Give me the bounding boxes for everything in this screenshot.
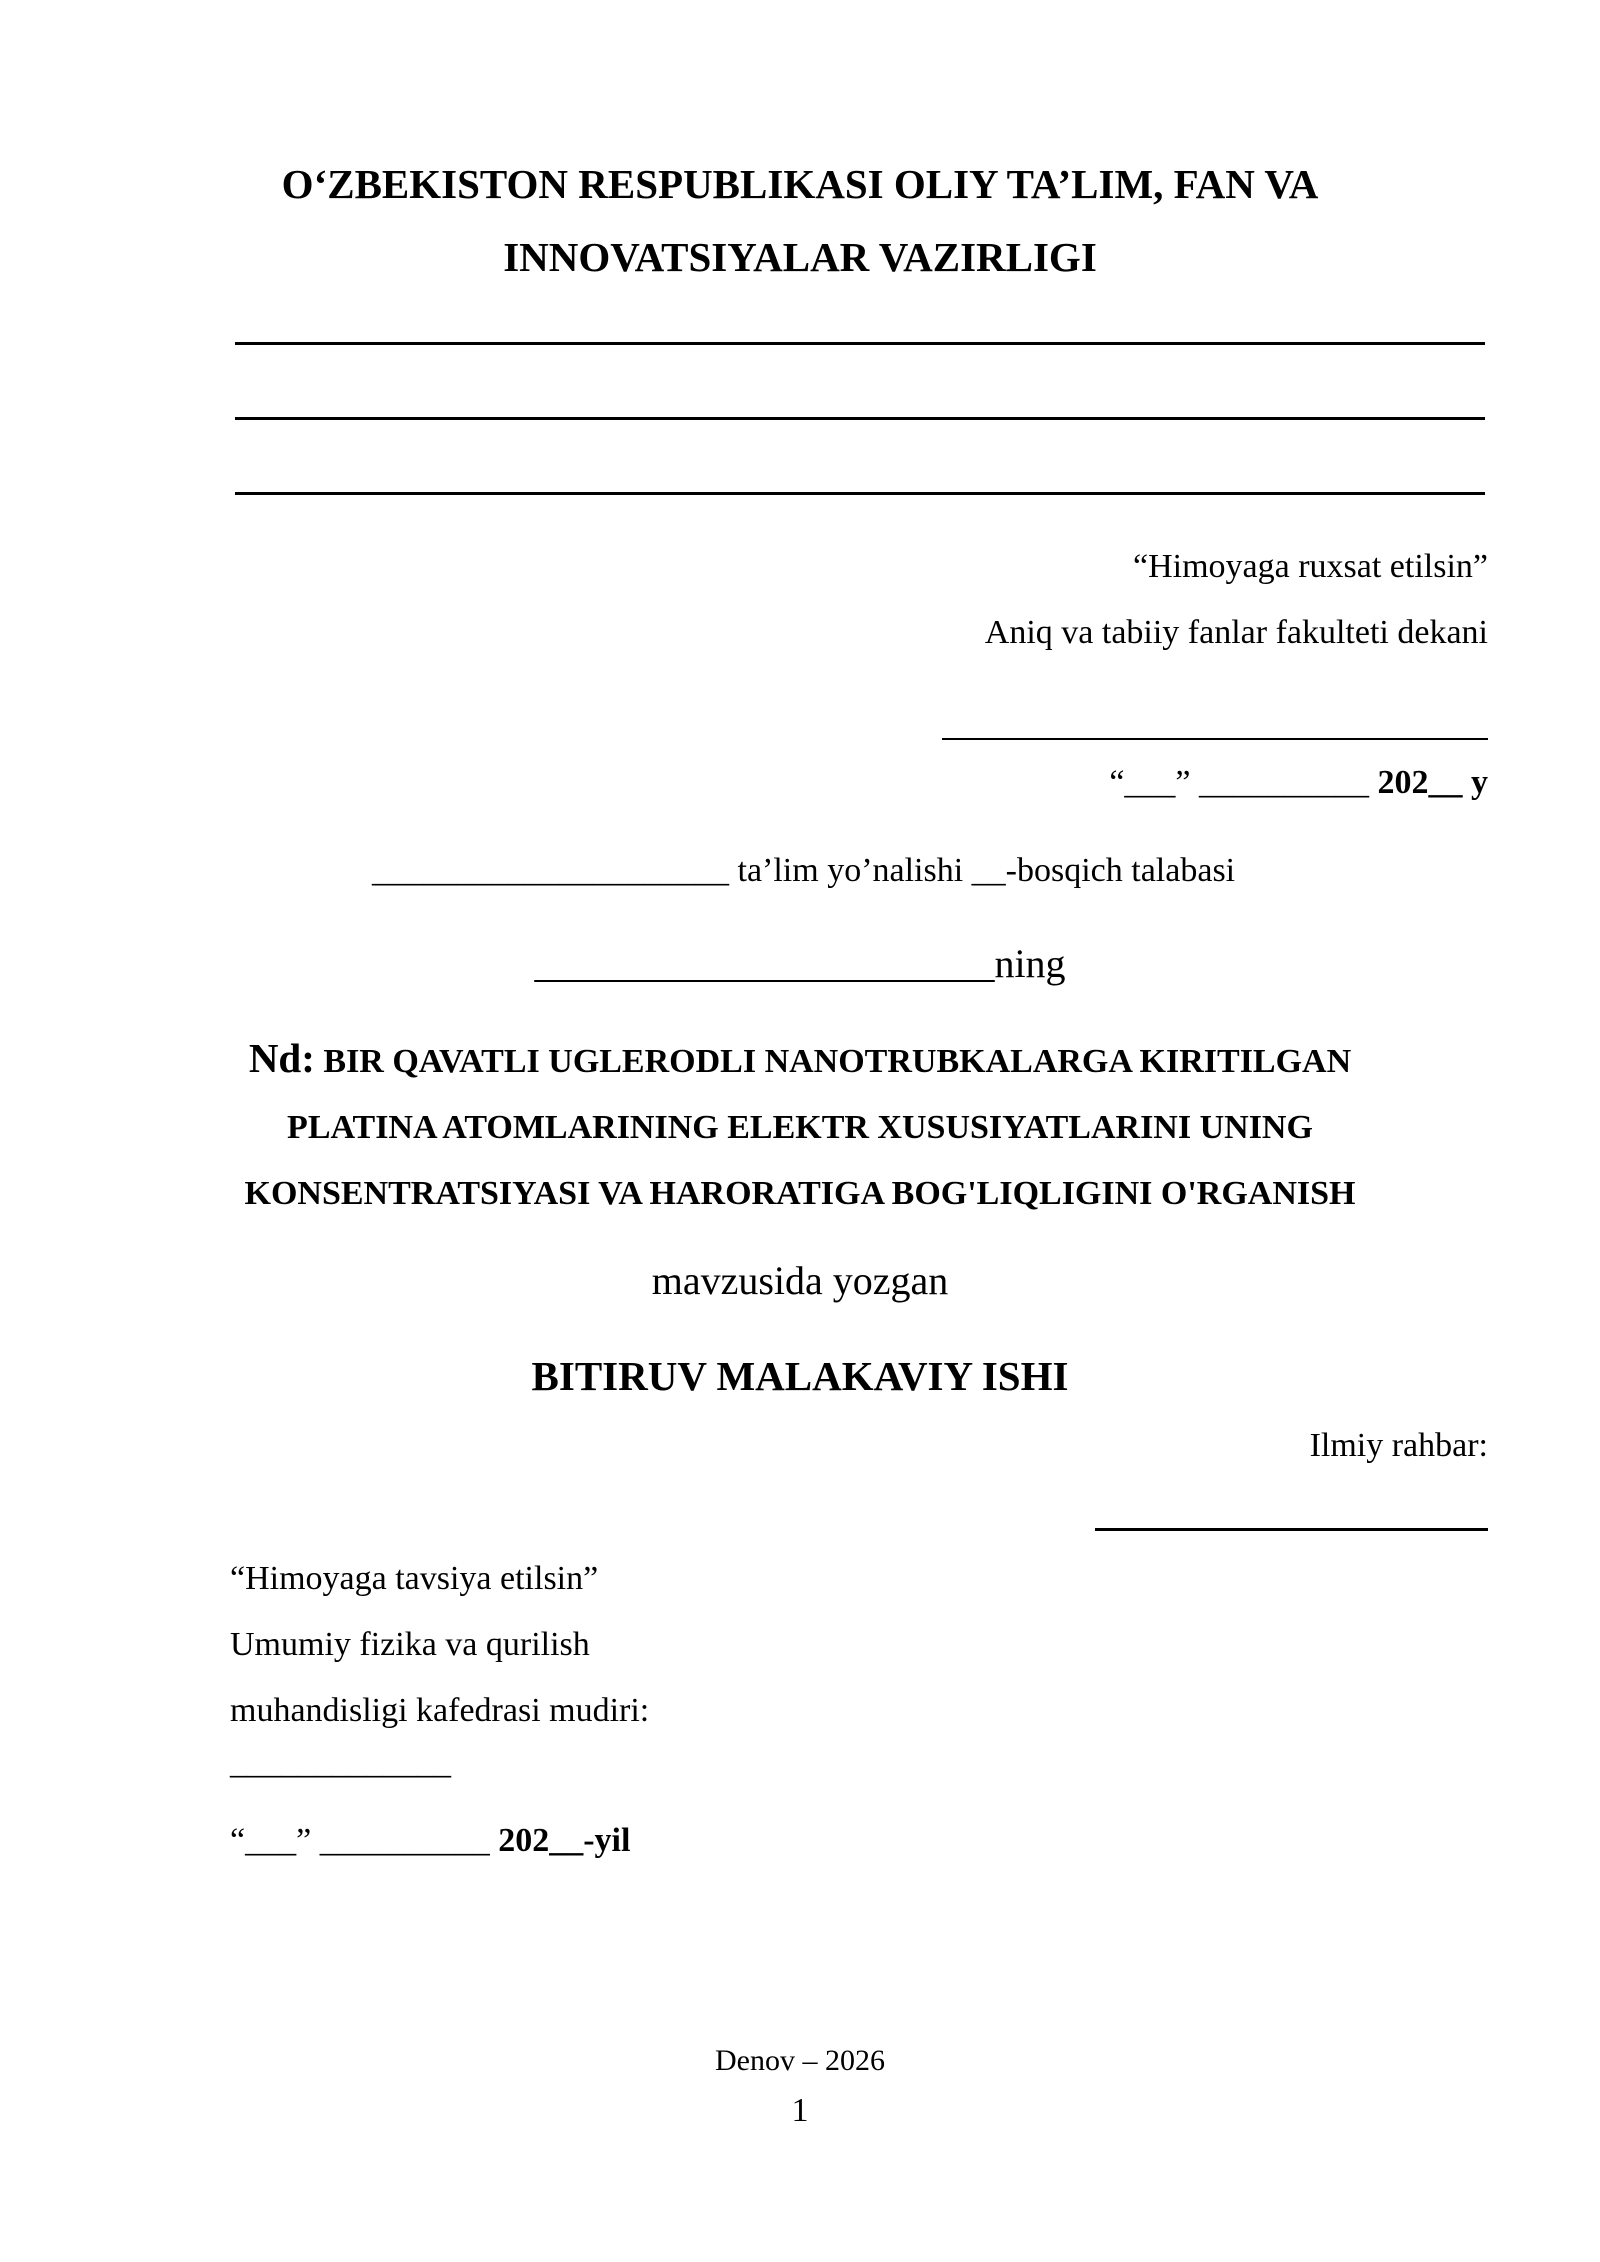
approval-date [1109,764,1488,802]
dean-signature-line [942,738,1488,740]
ministry-line-1: O‘ZBEKISTON RESPUBLIKASI OLIY TA’LIM, FAN VA [281,161,1319,207]
student-name-blank: _______________________ [534,941,995,986]
approval-date-year: 202__ y [1377,764,1488,801]
theme-line-3: KONSENTRATSIYASI VA HARORATIGA BOG'LIQLIGINI O'RGANISH [244,1175,1356,1212]
direction-blank: _____________________ [372,852,729,889]
work-type: BITIRUV MALAKAVIY ISHI [531,1353,1069,1399]
student-name-line [0,940,1600,987]
approval-position: Aniq va tabiiy fanlar fakulteti dekani [984,614,1488,651]
student-direction [372,852,1235,890]
supervisor-label: Ilmiy rahbar: [1309,1427,1488,1464]
approval-date-month: __________ [1199,764,1369,801]
student-name-suffix: ning [994,941,1066,986]
header-rule-3 [235,492,1485,495]
recommendation-line-2: muhandisligi kafedrasi mudiri: [230,1692,650,1729]
ministry-line-2: INNOVATSIYALAR VAZIRLIGI [503,234,1097,280]
ministry-heading [0,148,1600,294]
recommendation-date-day: “___” [230,1822,312,1859]
approval-quote: “Himoyaga ruxsat etilsin” [1132,548,1488,585]
page-number: 1 [791,2092,809,2129]
written-on: mavzusida yozgan [651,1258,949,1303]
header-rule-1 [235,342,1485,345]
recommendation-quote: “Himoyaga tavsiya etilsin” [230,1560,599,1597]
supervisor-signature-line [1095,1528,1488,1531]
theme-line-1 [0,1025,1600,1095]
recommendation-date-year: 202__-yil [498,1822,631,1859]
direction-text: ta’lim yo’nalishi __-bosqich talabasi [737,852,1236,889]
theme-line-1-text: BIR QAVATLI UGLERODLI NANOTRUBKALARGA KIRITILGAN [323,1043,1352,1080]
head-signature-blank: _____________ [230,1744,451,1781]
recommendation-date [230,1822,630,1860]
thesis-theme [0,1025,1600,1227]
recommendation-line-1: Umumiy fizika va qurilish [230,1626,590,1663]
theme-line-2: PLATINA ATOMLARINING ELEKTR XUSUSIYATLARINI UNING [287,1109,1313,1146]
header-rule-2 [235,417,1485,420]
theme-prefix: Nd: [248,1035,315,1081]
place-year: Denov – 2026 [715,2044,885,2077]
recommendation-date-month: __________ [319,1822,490,1859]
approval-date-day: “___” [1109,764,1191,801]
